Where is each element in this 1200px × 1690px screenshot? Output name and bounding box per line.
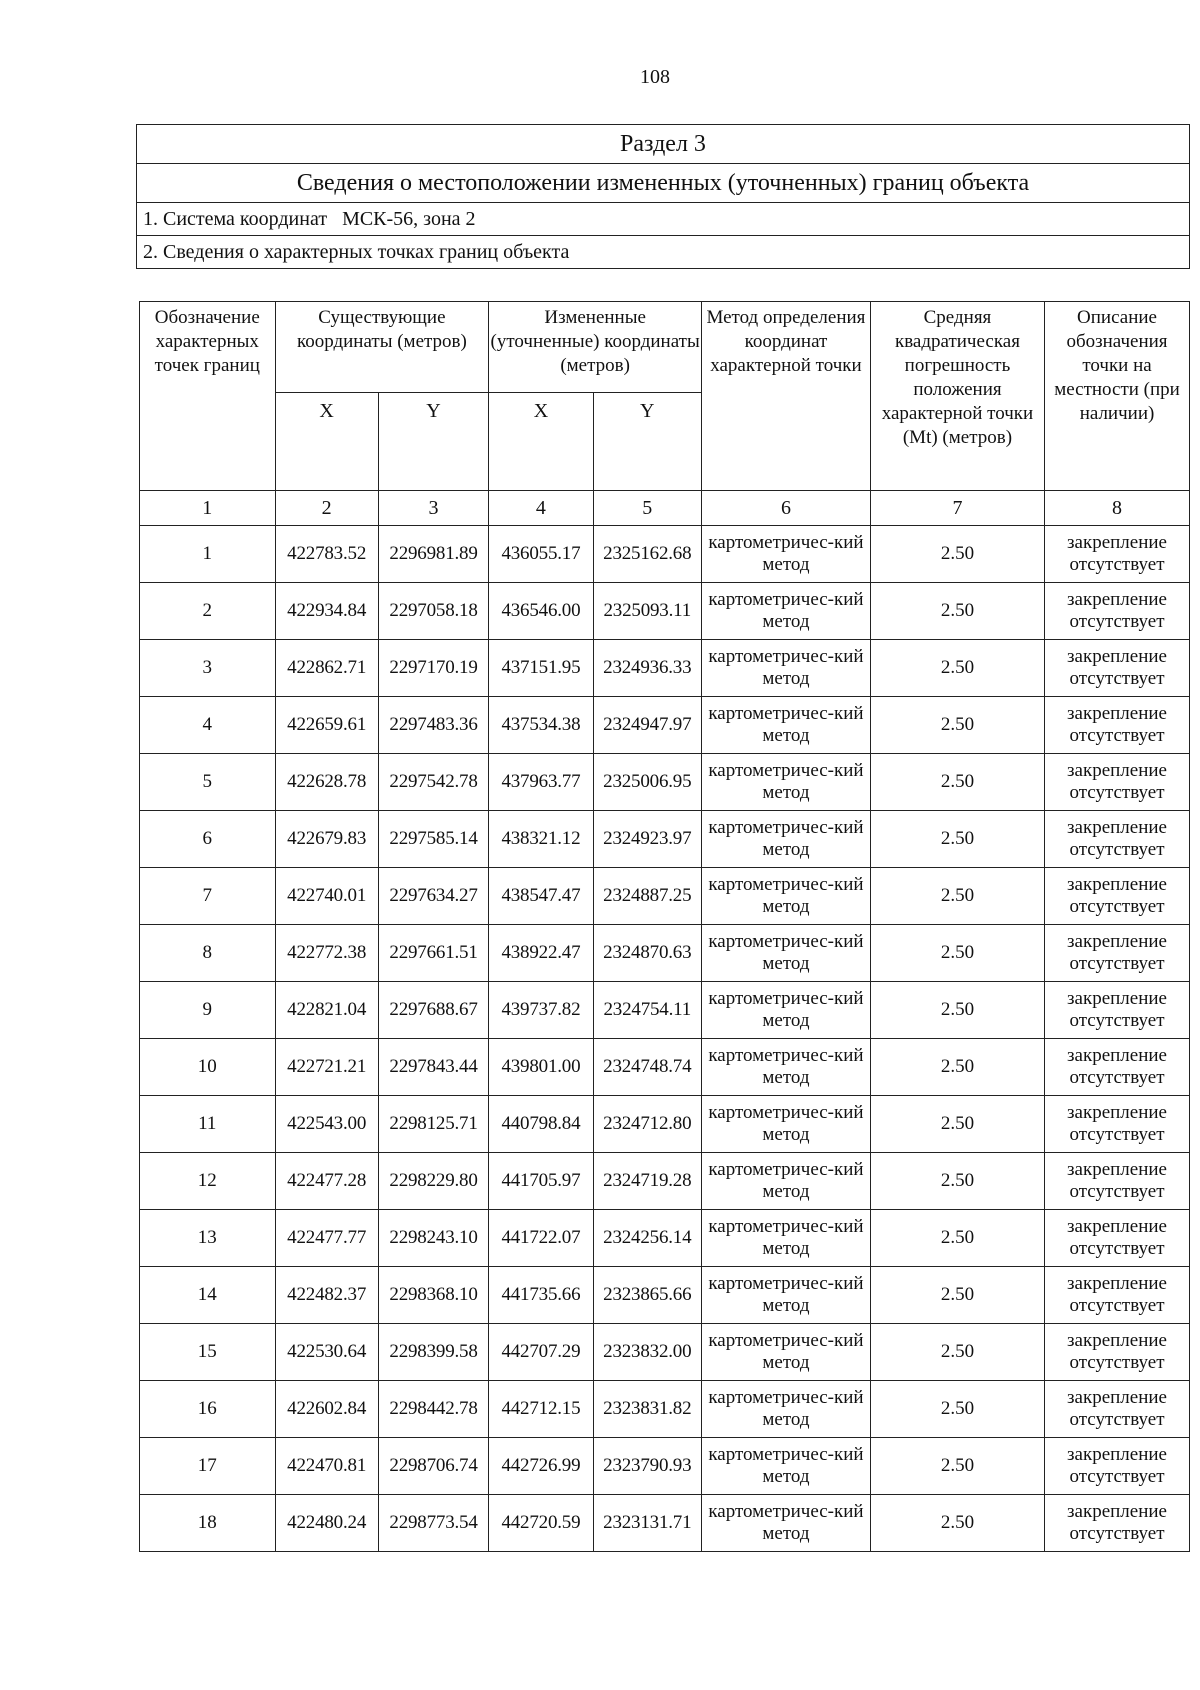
changed-x-cell: 442726.99	[489, 1438, 593, 1495]
point-number-cell: 12	[140, 1153, 276, 1210]
description-cell: закрепление отсутствует	[1045, 1324, 1190, 1381]
column-number: 1	[140, 491, 276, 526]
method-cell: картометричес-кий метод	[702, 1495, 871, 1552]
existing-x-cell: 422862.71	[275, 640, 378, 697]
changed-x-cell: 437534.38	[489, 697, 593, 754]
table-row	[140, 526, 1190, 583]
error-cell: 2.50	[870, 697, 1044, 754]
column-number: 3	[378, 491, 489, 526]
existing-x-cell: 422602.84	[275, 1381, 378, 1438]
changed-y-cell: 2324947.97	[593, 697, 701, 754]
existing-x-cell: 422772.38	[275, 925, 378, 982]
error-cell: 2.50	[870, 1096, 1044, 1153]
existing-x-cell: 422543.00	[275, 1096, 378, 1153]
existing-x-cell: 422482.37	[275, 1267, 378, 1324]
method-cell: картометричес-кий метод	[702, 925, 871, 982]
changed-y-cell: 2324719.28	[593, 1153, 701, 1210]
point-number-cell: 17	[140, 1438, 276, 1495]
coordinate-system-line	[137, 203, 1190, 236]
error-cell: 2.50	[870, 1324, 1044, 1381]
changed-y-cell: 2324923.97	[593, 811, 701, 868]
point-number-cell: 10	[140, 1039, 276, 1096]
error-cell: 2.50	[870, 811, 1044, 868]
error-cell: 2.50	[870, 1381, 1044, 1438]
changed-y-cell: 2324754.11	[593, 982, 701, 1039]
points-table-body	[140, 526, 1190, 1552]
existing-y-cell: 2298773.54	[378, 1495, 489, 1552]
header-method: Метод определения координат характерной точки	[702, 302, 871, 491]
changed-x-cell: 439737.82	[489, 982, 593, 1039]
header-mean-square-error: Средняя квадратическая погрешность положения характерной точки (Mt) (метров)	[870, 302, 1044, 491]
changed-y-cell: 2325162.68	[593, 526, 701, 583]
error-cell: 2.50	[870, 1039, 1044, 1096]
table-row	[140, 1381, 1190, 1438]
table-row	[140, 1267, 1190, 1324]
coordinate-system-value: МСК-56, зона 2	[342, 207, 476, 230]
changed-y-cell: 2324870.63	[593, 925, 701, 982]
changed-x-cell: 442720.59	[489, 1495, 593, 1552]
existing-x-cell: 422934.84	[275, 583, 378, 640]
description-cell: закрепление отсутствует	[1045, 583, 1190, 640]
table-row	[140, 1096, 1190, 1153]
header-existing-y: Y	[378, 393, 489, 491]
changed-x-cell: 442712.15	[489, 1381, 593, 1438]
description-cell: закрепление отсутствует	[1045, 754, 1190, 811]
table-row	[140, 982, 1190, 1039]
header-changed-y: Y	[593, 393, 701, 491]
error-cell: 2.50	[870, 925, 1044, 982]
existing-x-cell: 422740.01	[275, 868, 378, 925]
header-point-description: Описание обозначения точки на местности (при наличии)	[1045, 302, 1190, 491]
column-number: 6	[702, 491, 871, 526]
changed-x-cell: 438922.47	[489, 925, 593, 982]
changed-x-cell: 439801.00	[489, 1039, 593, 1096]
changed-x-cell: 437963.77	[489, 754, 593, 811]
description-cell: закрепление отсутствует	[1045, 526, 1190, 583]
description-cell: закрепление отсутствует	[1045, 1381, 1190, 1438]
changed-x-cell: 441705.97	[489, 1153, 593, 1210]
method-cell: картометричес-кий метод	[702, 1381, 871, 1438]
method-cell: картометричес-кий метод	[702, 1153, 871, 1210]
boundary-points-table	[139, 301, 1190, 1552]
existing-y-cell: 2297170.19	[378, 640, 489, 697]
method-cell: картометричес-кий метод	[702, 697, 871, 754]
table-row	[140, 1324, 1190, 1381]
existing-y-cell: 2298243.10	[378, 1210, 489, 1267]
description-cell: закрепление отсутствует	[1045, 1267, 1190, 1324]
point-number-cell: 9	[140, 982, 276, 1039]
changed-x-cell: 438547.47	[489, 868, 593, 925]
method-cell: картометричес-кий метод	[702, 583, 871, 640]
point-number-cell: 18	[140, 1495, 276, 1552]
method-cell: картометричес-кий метод	[702, 1324, 871, 1381]
existing-y-cell: 2298442.78	[378, 1381, 489, 1438]
description-cell: закрепление отсутствует	[1045, 1153, 1190, 1210]
point-number-cell: 7	[140, 868, 276, 925]
coordinate-system-label: 1. Система координат	[143, 207, 328, 230]
existing-y-cell: 2297585.14	[378, 811, 489, 868]
description-cell: закрепление отсутствует	[1045, 1438, 1190, 1495]
table-row	[140, 1210, 1190, 1267]
point-number-cell: 8	[140, 925, 276, 982]
existing-y-cell: 2297688.67	[378, 982, 489, 1039]
existing-y-cell: 2298125.71	[378, 1096, 489, 1153]
description-cell: закрепление отсутствует	[1045, 640, 1190, 697]
existing-y-cell: 2298229.80	[378, 1153, 489, 1210]
changed-x-cell: 442707.29	[489, 1324, 593, 1381]
changed-y-cell: 2324712.80	[593, 1096, 701, 1153]
existing-y-cell: 2298399.58	[378, 1324, 489, 1381]
changed-y-cell: 2323865.66	[593, 1267, 701, 1324]
existing-x-cell: 422679.83	[275, 811, 378, 868]
changed-y-cell: 2324748.74	[593, 1039, 701, 1096]
method-cell: картометричес-кий метод	[702, 640, 871, 697]
description-cell: закрепление отсутствует	[1045, 982, 1190, 1039]
point-number-cell: 4	[140, 697, 276, 754]
method-cell: картометричес-кий метод	[702, 868, 871, 925]
existing-x-cell: 422783.52	[275, 526, 378, 583]
table-row	[140, 583, 1190, 640]
existing-y-cell: 2297483.36	[378, 697, 489, 754]
existing-x-cell: 422530.64	[275, 1324, 378, 1381]
description-cell: закрепление отсутствует	[1045, 1096, 1190, 1153]
existing-y-cell: 2297843.44	[378, 1039, 489, 1096]
error-cell: 2.50	[870, 754, 1044, 811]
error-cell: 2.50	[870, 982, 1044, 1039]
existing-x-cell: 422721.21	[275, 1039, 378, 1096]
column-number: 4	[489, 491, 593, 526]
changed-y-cell: 2323831.82	[593, 1381, 701, 1438]
error-cell: 2.50	[870, 868, 1044, 925]
column-number: 2	[275, 491, 378, 526]
method-cell: картометричес-кий метод	[702, 1039, 871, 1096]
changed-x-cell: 438321.12	[489, 811, 593, 868]
changed-y-cell: 2323790.93	[593, 1438, 701, 1495]
error-cell: 2.50	[870, 640, 1044, 697]
column-number: 5	[593, 491, 701, 526]
existing-y-cell: 2296981.89	[378, 526, 489, 583]
existing-x-cell: 422821.04	[275, 982, 378, 1039]
method-cell: картометричес-кий метод	[702, 1267, 871, 1324]
header-changed-coordinates: Измененные (уточненные) координаты (метров)	[489, 302, 702, 393]
method-cell: картометричес-кий метод	[702, 1096, 871, 1153]
error-cell: 2.50	[870, 1495, 1044, 1552]
table-row	[140, 640, 1190, 697]
section-subtitle: Сведения о местоположении измененных (уточненных) границ объекта	[137, 164, 1190, 203]
page-number: 108	[640, 66, 670, 88]
changed-x-cell: 436546.00	[489, 583, 593, 640]
error-cell: 2.50	[870, 583, 1044, 640]
method-cell: картометричес-кий метод	[702, 526, 871, 583]
changed-y-cell: 2323131.71	[593, 1495, 701, 1552]
table-row	[140, 754, 1190, 811]
changed-x-cell: 440798.84	[489, 1096, 593, 1153]
changed-y-cell: 2324936.33	[593, 640, 701, 697]
header-changed-x: X	[489, 393, 593, 491]
changed-y-cell: 2325093.11	[593, 583, 701, 640]
description-cell: закрепление отсутствует	[1045, 1495, 1190, 1552]
table-row	[140, 925, 1190, 982]
existing-x-cell: 422477.28	[275, 1153, 378, 1210]
changed-y-cell: 2324887.25	[593, 868, 701, 925]
description-cell: закрепление отсутствует	[1045, 868, 1190, 925]
point-number-cell: 1	[140, 526, 276, 583]
table-row	[140, 811, 1190, 868]
header-point-designation: Обозначение характерных точек границ	[140, 302, 276, 491]
points-info-line: 2. Сведения о характерных точках границ объекта	[137, 236, 1190, 269]
existing-x-cell: 422470.81	[275, 1438, 378, 1495]
changed-x-cell: 441735.66	[489, 1267, 593, 1324]
method-cell: картометричес-кий метод	[702, 1210, 871, 1267]
existing-y-cell: 2297661.51	[378, 925, 489, 982]
existing-y-cell: 2298368.10	[378, 1267, 489, 1324]
error-cell: 2.50	[870, 1210, 1044, 1267]
header-existing-x: X	[275, 393, 378, 491]
error-cell: 2.50	[870, 1267, 1044, 1324]
error-cell: 2.50	[870, 526, 1044, 583]
point-number-cell: 14	[140, 1267, 276, 1324]
table-row	[140, 1039, 1190, 1096]
method-cell: картометричес-кий метод	[702, 811, 871, 868]
section-header-table	[136, 124, 1190, 269]
error-cell: 2.50	[870, 1153, 1044, 1210]
existing-y-cell: 2297542.78	[378, 754, 489, 811]
method-cell: картометричес-кий метод	[702, 1438, 871, 1495]
existing-y-cell: 2297634.27	[378, 868, 489, 925]
description-cell: закрепление отсутствует	[1045, 697, 1190, 754]
point-number-cell: 15	[140, 1324, 276, 1381]
existing-x-cell: 422477.77	[275, 1210, 378, 1267]
header-existing-coordinates: Существующие координаты (метров)	[275, 302, 489, 393]
method-cell: картометричес-кий метод	[702, 982, 871, 1039]
point-number-cell: 13	[140, 1210, 276, 1267]
changed-y-cell: 2323832.00	[593, 1324, 701, 1381]
point-number-cell: 2	[140, 583, 276, 640]
column-number-row	[140, 491, 1190, 526]
table-row	[140, 1153, 1190, 1210]
existing-y-cell: 2297058.18	[378, 583, 489, 640]
point-number-cell: 11	[140, 1096, 276, 1153]
changed-y-cell: 2325006.95	[593, 754, 701, 811]
description-cell: закрепление отсутствует	[1045, 1039, 1190, 1096]
method-cell: картометричес-кий метод	[702, 754, 871, 811]
existing-x-cell: 422659.61	[275, 697, 378, 754]
changed-y-cell: 2324256.14	[593, 1210, 701, 1267]
column-number: 8	[1045, 491, 1190, 526]
description-cell: закрепление отсутствует	[1045, 811, 1190, 868]
point-number-cell: 3	[140, 640, 276, 697]
column-number: 7	[870, 491, 1044, 526]
error-cell: 2.50	[870, 1438, 1044, 1495]
existing-y-cell: 2298706.74	[378, 1438, 489, 1495]
changed-x-cell: 436055.17	[489, 526, 593, 583]
table-row	[140, 1438, 1190, 1495]
table-row	[140, 868, 1190, 925]
point-number-cell: 16	[140, 1381, 276, 1438]
section-title: Раздел 3	[137, 125, 1190, 164]
changed-x-cell: 437151.95	[489, 640, 593, 697]
table-row	[140, 697, 1190, 754]
point-number-cell: 6	[140, 811, 276, 868]
description-cell: закрепление отсутствует	[1045, 925, 1190, 982]
changed-x-cell: 441722.07	[489, 1210, 593, 1267]
point-number-cell: 5	[140, 754, 276, 811]
table-row	[140, 1495, 1190, 1552]
existing-x-cell: 422628.78	[275, 754, 378, 811]
existing-x-cell: 422480.24	[275, 1495, 378, 1552]
description-cell: закрепление отсутствует	[1045, 1210, 1190, 1267]
